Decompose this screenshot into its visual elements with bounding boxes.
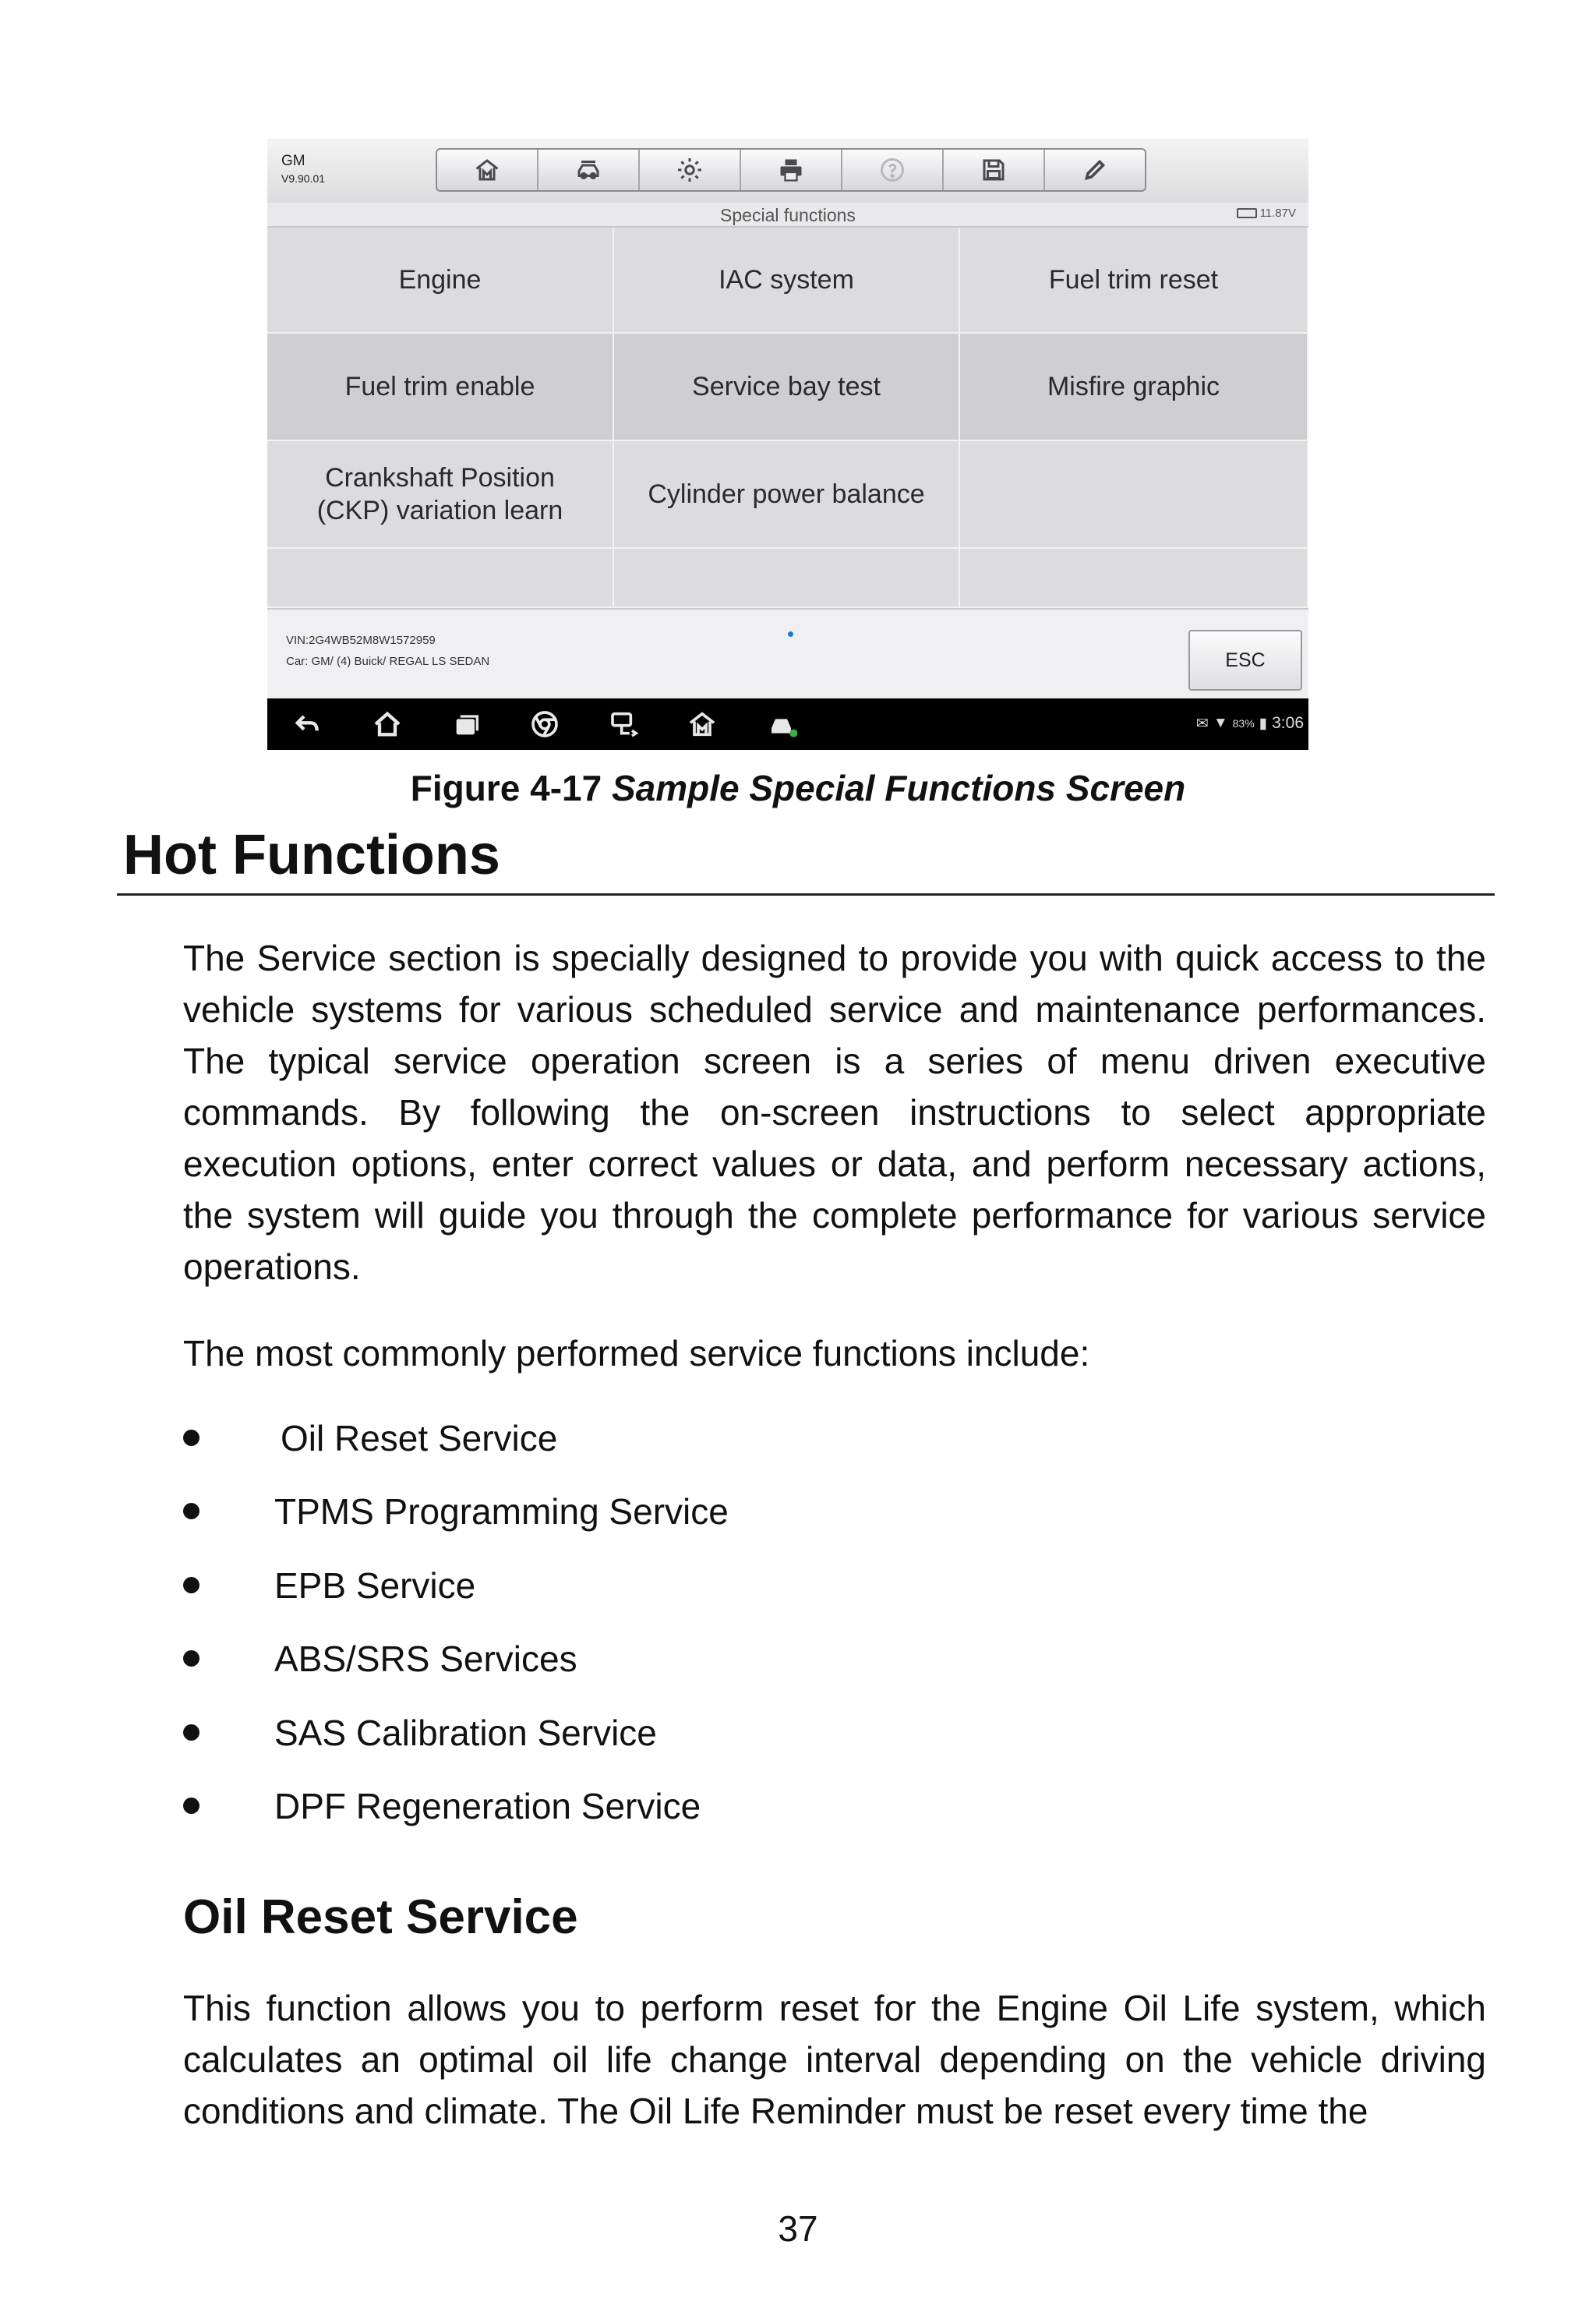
vehicle-info (286, 630, 489, 672)
edit-button[interactable] (1045, 150, 1145, 190)
vci-button[interactable] (607, 707, 641, 741)
voltage-value: 11.87V (1259, 207, 1296, 220)
browser-button[interactable] (528, 707, 562, 741)
list-item: Oil Reset Service (183, 1411, 1274, 1484)
vehicle-swap-button[interactable] (538, 150, 640, 190)
page-indicator (788, 631, 793, 637)
settings-icon (676, 156, 704, 184)
function-cylinder-power-balance[interactable]: Cylinder power balance (614, 441, 960, 549)
maxisys-icon (687, 709, 718, 740)
print-icon (777, 156, 805, 184)
print-button[interactable] (741, 150, 842, 190)
back-button[interactable] (291, 707, 325, 741)
vin-text: VIN:2G4WB52M8W1572959 (286, 634, 436, 647)
vci-icon (609, 709, 640, 740)
recent-apps-icon (451, 709, 482, 740)
list-item: ABS/SRS Services (183, 1632, 1274, 1705)
figure-caption (0, 767, 1596, 809)
heading-rule (117, 893, 1495, 896)
browser-icon (529, 709, 560, 740)
bullet-icon (183, 1798, 200, 1814)
screen-title: Special functions (720, 205, 856, 225)
pen-icon (1081, 156, 1109, 184)
function-grid (267, 228, 1308, 608)
top-toolbar-area (267, 139, 1308, 203)
settings-button[interactable] (640, 150, 741, 190)
list-intro: The most commonly performed service functions include: (183, 1333, 1090, 1373)
toolbar (436, 148, 1146, 192)
oil-reset-paragraph: This function allows you to perform reset for the Engine Oil Life system, which calculates an optimal oil life change interval depending on the vehicle driving conditions and climate. The Oil Life Reminder must be reset every time the (183, 1988, 1486, 2131)
empty-cell (960, 549, 1308, 608)
android-home-button[interactable] (370, 707, 404, 741)
back-icon (292, 709, 323, 740)
android-home-icon (372, 709, 403, 740)
esc-button[interactable]: ESC (1188, 630, 1302, 691)
subsection-heading: Oil Reset Service (183, 1890, 578, 1944)
recent-apps-button[interactable] (450, 707, 484, 741)
special-functions-screenshot (267, 139, 1308, 750)
list-item: DPF Regeneration Service (183, 1779, 1274, 1852)
home-icon (473, 156, 501, 184)
function-ckp-variation-learn[interactable]: Crankshaft Position (CKP) variation learn (267, 441, 614, 549)
battery-percent: 83% (1232, 717, 1255, 730)
remote-car-icon (768, 709, 799, 740)
maxisys-button[interactable] (685, 707, 719, 741)
help-button[interactable] (842, 150, 944, 190)
bullet-icon (183, 1430, 200, 1446)
caption-prefix: Figure 4-17 (410, 768, 612, 808)
function-misfire-graphic[interactable]: Misfire graphic (960, 334, 1308, 441)
notification-icon: ✉ (1195, 715, 1209, 732)
save-button[interactable] (944, 150, 1045, 190)
bullet-icon (183, 1577, 200, 1593)
vehicle-make-version (281, 153, 325, 187)
function-service-bay-test[interactable]: Service bay test (614, 334, 960, 441)
function-fuel-trim-enable[interactable]: Fuel trim enable (267, 334, 614, 441)
bullet-icon (183, 1650, 200, 1667)
screen-footer (267, 608, 1308, 698)
vehicle-icon (574, 156, 602, 184)
bullet-icon (183, 1503, 200, 1519)
list-item: TPMS Programming Service (183, 1484, 1274, 1557)
service-list (183, 1411, 1274, 1852)
status-bar (1196, 714, 1304, 733)
tablet-battery-icon: ▮ (1259, 715, 1268, 732)
section-heading: Hot Functions (123, 824, 500, 886)
android-navbar (267, 698, 1308, 750)
caption-title: Sample Special Functions Screen (611, 768, 1186, 808)
clock: 3:06 (1272, 714, 1304, 732)
function-fuel-trim-reset[interactable]: Fuel trim reset (960, 228, 1308, 334)
home-button[interactable] (437, 150, 538, 190)
screen-title-bar (267, 203, 1308, 228)
bullet-icon (183, 1724, 200, 1741)
empty-cell (267, 549, 614, 608)
car-battery-icon (1237, 208, 1257, 218)
empty-cell (614, 549, 960, 608)
page-number: 37 (778, 2208, 818, 2249)
battery-voltage (1237, 207, 1296, 220)
list-item: SAS Calibration Service (183, 1706, 1274, 1779)
wifi-icon: ▼ (1213, 715, 1228, 731)
intro-paragraph: The Service section is specially designed to provide you with quick access to the vehicle systems for various scheduled service and maintenance performances. The typical service operation screen is a series of menu driven executive commands. By following the on-screen instructions to select appropriate execution options, enter correct values or data, and perform necessary actions, the system will guide you through the complete performance for various service operations. (183, 938, 1486, 1287)
function-engine[interactable]: Engine (267, 228, 614, 334)
car-text: Car: GM/ (4) Buick/ REGAL LS SEDAN (286, 655, 490, 668)
empty-cell (960, 441, 1308, 549)
save-icon (980, 156, 1008, 184)
list-item: EPB Service (183, 1558, 1274, 1632)
software-version: V9.90.01 (281, 172, 326, 185)
help-icon (878, 156, 906, 184)
function-iac-system[interactable]: IAC system (614, 228, 960, 334)
remote-car-button[interactable] (766, 707, 800, 741)
vehicle-make: GM (281, 153, 305, 169)
